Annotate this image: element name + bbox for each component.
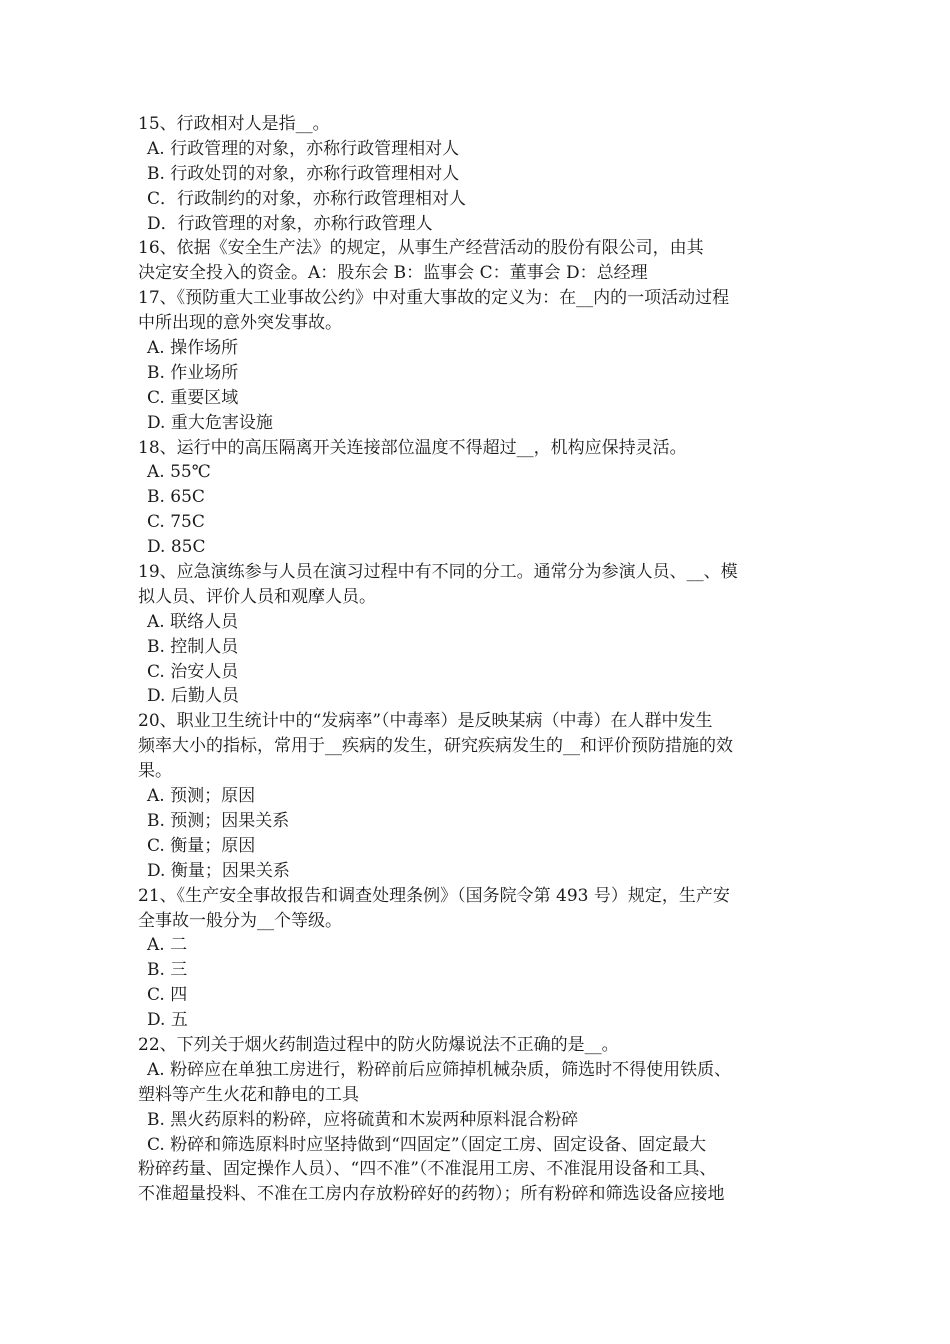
document-page bbox=[138, 112, 828, 1207]
option-c: C. 粉碎和筛选原料时应坚持做到“四固定”（固定工房、固定设备、固定最大 bbox=[147, 1134, 707, 1155]
question-text: 18、运行中的高压隔离开关连接部位温度不得超过__，机构应保持灵活。 bbox=[138, 437, 687, 458]
option-b: B. 作业场所 bbox=[147, 362, 239, 383]
question-text-cont: 拟人员、评价人员和观摩人员。 bbox=[138, 586, 376, 607]
question-text: 17、《预防重大工业事故公约》中对重大事故的定义为：在__内的一项活动过程 bbox=[138, 288, 730, 309]
option-d: D. 衡量；因果关系 bbox=[147, 860, 290, 881]
option-b: B. 行政处罚的对象，亦称行政管理相对人 bbox=[147, 163, 460, 184]
option-b: B. 控制人员 bbox=[147, 636, 239, 657]
option-a: A. 粉碎应在单独工房进行，粉碎前后应筛掉机械杂质，筛选时不得使用铁质、 bbox=[147, 1059, 732, 1080]
option-a: A. 55℃ bbox=[147, 462, 211, 483]
question-16 bbox=[138, 236, 828, 286]
option-c-cont: 不准超量投料、不准在工房内存放粉碎好的药物）；所有粉碎和筛选设备应接地 bbox=[138, 1184, 725, 1205]
option-a: A. 操作场所 bbox=[147, 338, 239, 359]
option-b: B. 黑火药原料的粉碎，应将硫黄和木炭两种原料混合粉碎 bbox=[147, 1109, 579, 1130]
option-b: B. 预测；因果关系 bbox=[147, 810, 290, 831]
question-text: 22、下列关于烟火药制造过程中的防火防爆说法不正确的是__。 bbox=[138, 1034, 619, 1055]
option-d: D. 五 bbox=[147, 1010, 188, 1031]
option-d: D. 后勤人员 bbox=[147, 686, 239, 707]
question-text: 21、《生产安全事故报告和调查处理条例》（国务院令第 493 号）规定，生产安 bbox=[138, 885, 730, 906]
option-a: A. 联络人员 bbox=[147, 611, 239, 632]
question-text: 20、职业卫生统计中的“发病率”（中毒率）是反映某病（中毒）在人群中发生 bbox=[138, 711, 713, 732]
question-text-cont: 中所出现的意外突发事故。 bbox=[138, 313, 342, 334]
option-d: D. 85C bbox=[147, 537, 206, 558]
option-a: A. 二 bbox=[147, 935, 188, 956]
question-19 bbox=[138, 560, 828, 709]
option-d: D．行政管理的对象，亦称行政管理人 bbox=[147, 213, 433, 234]
question-18 bbox=[138, 436, 828, 560]
option-c: C. 四 bbox=[147, 985, 188, 1006]
option-c: C. 重要区域 bbox=[147, 387, 239, 408]
option-b: B. 65C bbox=[147, 487, 205, 508]
question-20 bbox=[138, 709, 828, 883]
question-17 bbox=[138, 286, 828, 435]
question-15 bbox=[138, 112, 828, 236]
question-text-cont: 全事故一般分为__个等级。 bbox=[138, 910, 342, 931]
question-text-cont: 果。 bbox=[138, 761, 172, 782]
question-text-cont: 频率大小的指标，常用于__疾病的发生，研究疾病发生的__和评价预防措施的效 bbox=[138, 736, 733, 757]
option-c-cont: 粉碎药量、固定操作人员）、“四不准”（不准混用工房、不准混用设备和工具、 bbox=[138, 1159, 717, 1180]
question-21 bbox=[138, 884, 828, 1033]
option-a: A. 预测；原因 bbox=[147, 786, 256, 807]
option-c: C. 衡量；原因 bbox=[147, 835, 256, 856]
option-a: A. 行政管理的对象，亦称行政管理相对人 bbox=[147, 138, 460, 159]
option-d: D. 重大危害设施 bbox=[147, 412, 273, 433]
option-c: C．行政制约的对象，亦称行政管理相对人 bbox=[147, 188, 467, 209]
question-text: 16、依据《安全生产法》的规定，从事生产经营活动的股份有限公司，由其 bbox=[138, 238, 704, 259]
question-text: 15、行政相对人是指__。 bbox=[138, 114, 330, 134]
option-a-cont: 塑料等产生火花和静电的工具 bbox=[138, 1084, 359, 1105]
option-c: C. 75C bbox=[147, 512, 205, 533]
option-b: B. 三 bbox=[147, 960, 188, 981]
question-text-cont: 决定安全投入的资金。A：股东会 B：监事会 C：董事会 D：总经理 bbox=[138, 263, 648, 284]
option-c: C. 治安人员 bbox=[147, 661, 239, 682]
question-text: 19、应急演练参与人员在演习过程中有不同的分工。通常分为参演人员、__、模 bbox=[138, 562, 738, 583]
question-22 bbox=[138, 1033, 828, 1207]
